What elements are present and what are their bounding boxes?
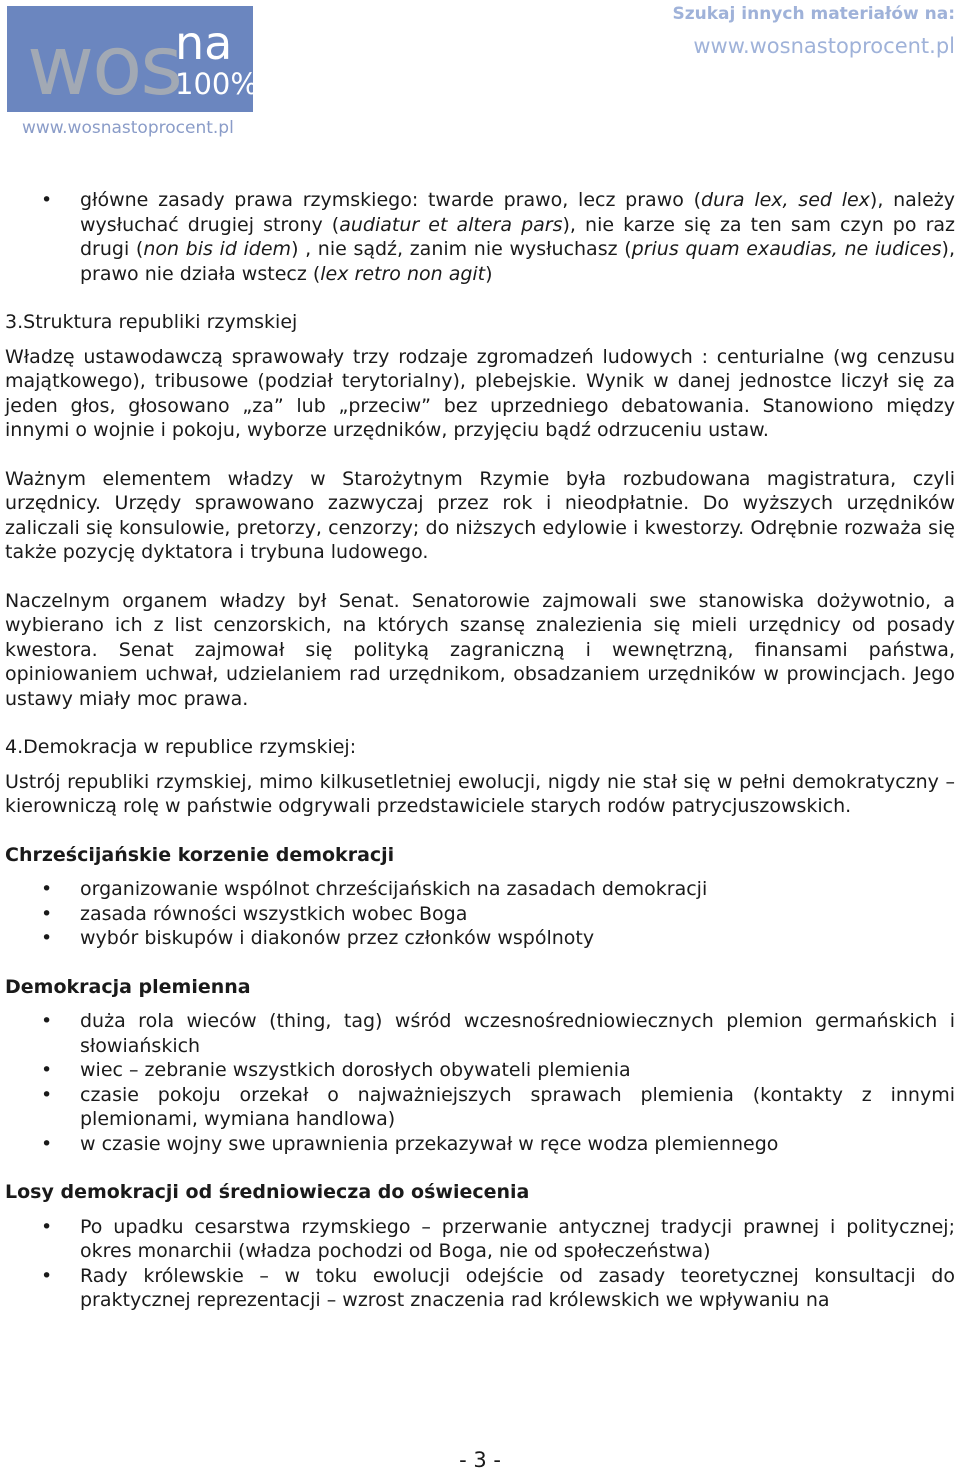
list-item: • zasada równości wszystkich wobec Boga bbox=[5, 902, 955, 927]
list-item: • czasie pokoju orzekał o najważniejszych sprawach plemienia (kontakty z innymi plemionami, wymiana handlowa) bbox=[5, 1083, 955, 1132]
list-item: • organizowanie wspólnot chrześcijańskich na zasadach demokracji bbox=[5, 877, 955, 902]
section-heading: Chrześcijańskie korzenie demokracji bbox=[5, 843, 395, 866]
paragraph: Ważnym elementem władzy w Starożytnym Rzymie była rozbudowana magistratura, czyli urzędnicy. Urzędy sprawowano zazwyczaj przez rok i nieodpłatnie. Do wyższych urzędników zaliczali się konsulowie, pretorzy, cenzorzy; do niższych edylowie i kwestorzy. Odrębnie rozważa się także pozycję dyktatora i trybuna ludowego. bbox=[5, 467, 955, 563]
paragraph: Naczelnym organem władzy był Senat. Senatorowie zajmowali swe stanowiska dożywotnio, a wybierano ich z list cenzorskich, na których szansę znalezienia się mieli urzędnicy od posady kwestora. Senat zajmował się polityką zagraniczną i wewnętrzną, finansami państwa, opiniowaniem uchwał, udzielaniem rad urzędnikom, obsadzaniem urzędników w prowincjach. Jego ustawy miały moc prawa. bbox=[5, 589, 955, 710]
logo-url[interactable]: www.wosnastoprocent.pl bbox=[22, 118, 234, 138]
section-heading: 4.Demokracja w republice rzymskiej: bbox=[5, 736, 357, 758]
paragraph: Ustrój republiki rzymskiej, mimo kilkusetletniej ewolucji, nigdy nie stał się w pełni demokratyczny – kierowniczą rolę w państwie odgrywali przedstawiciele starych rodów patrycjuszowskich. bbox=[5, 770, 955, 817]
logo-box bbox=[7, 6, 258, 114]
document-body bbox=[5, 188, 955, 1313]
logo-wos-text: wos bbox=[27, 19, 181, 114]
list-item: • Po upadku cesarstwa rzymskiego – przerwanie antycznej tradycji prawnej i politycznej; okres monarchii (władza pochodzi od Boga, nie od społeczeństwa) bbox=[5, 1215, 955, 1264]
logo-na-text: na bbox=[175, 16, 233, 70]
header-note: Szukaj innych materiałów na: bbox=[672, 4, 955, 24]
list-item: • główne zasady prawa rzymskiego: twarde prawo, lecz prawo (dura lex, sed lex), należy wysłuchać drugiej strony (audiatur et altera pars), nie karze się za ten sam czyn po raz drugi (non bis id idem) , nie sądź, zanim nie wysłuchasz (prius quam exaudias, ne iudices), prawo nie działa wstecz (lex retro non agit) bbox=[5, 188, 955, 286]
intro-list bbox=[5, 188, 955, 286]
christian-list bbox=[5, 877, 955, 951]
list-item: • duża rola wieców (thing, tag) wśród wczesnośredniowiecznych plemion germańskich i słowiańskich bbox=[5, 1009, 955, 1058]
paragraph: Władzę ustawodawczą sprawowały trzy rodzaje zgromadzeń ludowych : centurialne (wg cenzusu majątkowego), tribusowe (podział terytorialny), plebejskie. Wynik w danej jednostce liczył się za jeden głos, głosowano „za” lub „przeciw” bez uprzedniego debatowania. Stanowiono między innymi o wojnie i pokoju, wyborze urzędników, przyjęciu bądź odrzuceniu ustaw. bbox=[5, 345, 955, 441]
list-item: • wybór biskupów i diakonów przez członków wspólnoty bbox=[5, 926, 955, 951]
list-item: • Rady królewskie – w toku ewolucji odejście od zasady teoretycznej konsultacji do praktycznej reprezentacji – wzrost znaczenia rad królewskich we wpływaniu na bbox=[5, 1264, 955, 1313]
logo-percent-text: 100% bbox=[175, 67, 258, 101]
section-heading: 3.Struktura republiki rzymskiej bbox=[5, 311, 298, 333]
list-item: • w czasie wojny swe uprawnienia przekazywał w ręce wodza plemiennego bbox=[5, 1132, 955, 1157]
fate-list bbox=[5, 1215, 955, 1313]
page-number: - 3 - bbox=[459, 1448, 501, 1472]
list-item: • wiec – zebranie wszystkich dorosłych obywateli plemienia bbox=[5, 1058, 955, 1083]
section-heading: Losy demokracji od średniowiecza do oświecenia bbox=[5, 1181, 530, 1203]
section-heading: Demokracja plemienna bbox=[5, 975, 251, 998]
tribal-list bbox=[5, 1009, 955, 1156]
header-url-link[interactable]: www.wosnastoprocent.pl bbox=[693, 34, 955, 58]
